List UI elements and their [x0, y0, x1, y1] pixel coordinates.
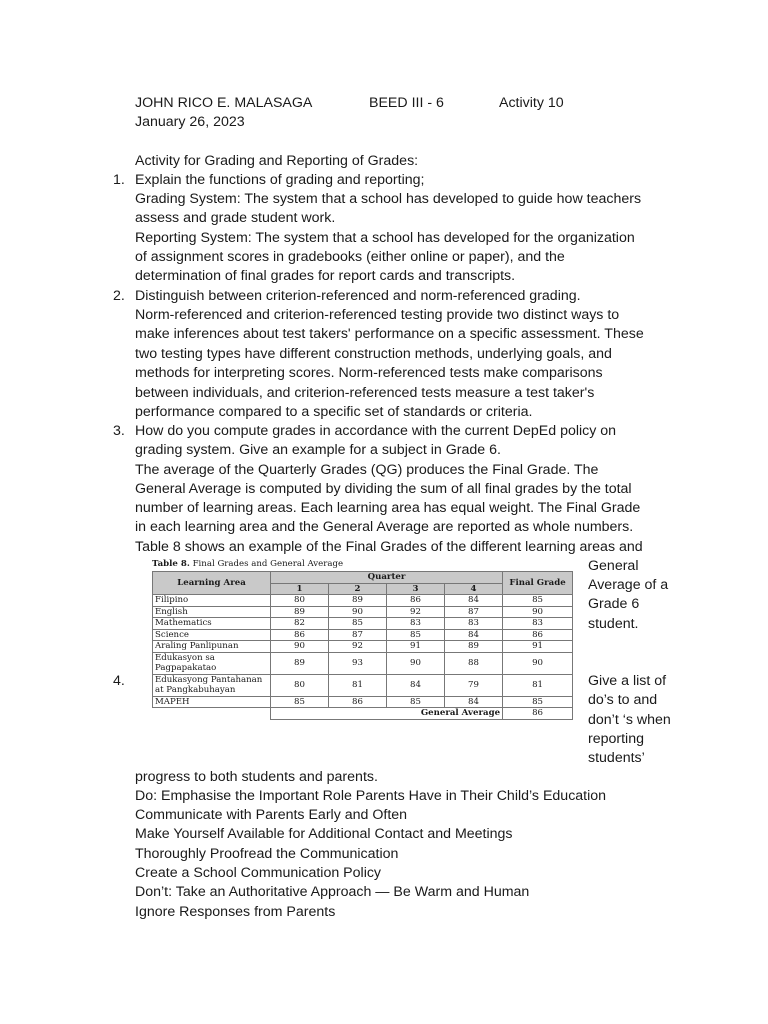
q3-answer-line: in each learning area and the General Average are reported as whole numbers.: [135, 519, 634, 535]
student-name: JOHN RICO E. MALASAGA: [135, 95, 313, 111]
final-grade-cell: 83: [503, 618, 573, 630]
learning-area-cell: Mathematics: [153, 618, 271, 630]
learning-area-cell: Edukasyong Pantahanan at Pangkabuhayan: [153, 674, 271, 696]
grade-cell: 88: [445, 652, 503, 674]
final-grade-cell: 86: [503, 629, 573, 641]
q4-answer-line: Do: Emphasise the Important Role Parents Have in Their Child’s Education: [135, 788, 607, 804]
q3-question-line: How do you compute grades in accordance with the current DepEd policy on: [135, 423, 617, 439]
learning-area-cell: Araling Panlipunan: [153, 641, 271, 653]
col-header-quarter: Quarter: [271, 572, 503, 584]
grade-cell: 85: [329, 618, 387, 630]
grade-cell: 82: [271, 618, 329, 630]
q3-answer-line: Table 8 shows an example of the Final Grades of the different learning areas and: [135, 539, 643, 555]
table-row: [153, 629, 573, 641]
grade-cell: 84: [387, 674, 445, 696]
final-grade-cell: 85: [503, 696, 573, 708]
learning-area-cell: Edukasyon sa Pagpapakatao: [153, 652, 271, 674]
q4-answer-line: Make Yourself Available for Additional Contact and Meetings: [135, 826, 513, 842]
grade-cell: 89: [271, 652, 329, 674]
q1-answer-line: of assignment scores in gradebooks (either online or paper), and the: [135, 249, 565, 265]
q3-side-line: student.: [588, 616, 639, 632]
q4-answer-line: Create a School Communication Policy: [135, 865, 382, 881]
q4-side-line: do’s to and: [588, 692, 658, 708]
q2-question: Distinguish between criterion-referenced and norm-referenced grading.: [135, 288, 581, 304]
grade-cell: 90: [271, 641, 329, 653]
q1-answer-line: determination of final grades for report cards and transcripts.: [135, 268, 516, 284]
q2-number: 2.: [113, 288, 125, 304]
table-row: [153, 606, 573, 618]
general-average-row: [153, 708, 573, 720]
q2-answer-line: Norm-referenced and criterion-referenced testing provide two distinct ways to: [135, 307, 620, 323]
q4-side-line: don’t ‘s when: [588, 712, 671, 728]
q3-side-line: Grade 6: [588, 596, 640, 612]
q4-side-line: reporting: [588, 731, 644, 747]
table-row: [153, 641, 573, 653]
q4-answer-line: Don’t: Take an Authoritative Approach — Be Warm and Human: [135, 884, 530, 900]
q2-answer-line: two testing types have different construction methods, underlying goals, and: [135, 346, 612, 362]
grade-cell: 86: [329, 696, 387, 708]
grade-cell: 85: [387, 696, 445, 708]
grade-cell: 80: [271, 595, 329, 607]
q3-side-line: General: [588, 558, 639, 574]
q4-answer-line: Thoroughly Proofread the Communication: [135, 846, 399, 862]
q4-side-line: students’: [588, 750, 645, 766]
grade-cell: 86: [387, 595, 445, 607]
q3-number: 3.: [113, 423, 125, 439]
grade-cell: 83: [387, 618, 445, 630]
grade-cell: 89: [329, 595, 387, 607]
grade-cell: 81: [329, 674, 387, 696]
grade-cell: 92: [387, 606, 445, 618]
q1-answer-line: Grading System: The system that a school has developed to guide how teachers: [135, 191, 642, 207]
col-header-final-grade: Final Grade: [503, 572, 573, 595]
q3-answer-line: number of learning areas. Each learning area has equal weight. The Final Grade: [135, 500, 641, 516]
q1-answer-line: assess and grade student work.: [135, 210, 336, 226]
q1-answer-line: Reporting System: The system that a school has developed for the organization: [135, 230, 635, 246]
q4-answer-line: Ignore Responses from Parents: [135, 904, 336, 920]
q2-answer-line: between individuals, and criterion-referenced tests measure a test taker's: [135, 385, 595, 401]
grade-cell: 89: [271, 606, 329, 618]
grade-cell: 85: [387, 629, 445, 641]
grade-cell: 83: [445, 618, 503, 630]
learning-area-cell: Filipino: [153, 595, 271, 607]
col-header-q4: 4: [445, 583, 503, 595]
grade-cell: 90: [329, 606, 387, 618]
grades-table: [152, 571, 573, 720]
q2-answer-line: performance compared to a specific set of standards or criteria.: [135, 404, 533, 420]
grade-cell: 84: [445, 595, 503, 607]
grade-cell: 93: [329, 652, 387, 674]
q1-question: Explain the functions of grading and reporting;: [135, 172, 425, 188]
grades-table-figure: [152, 558, 572, 754]
table-row: [153, 595, 573, 607]
q4-answer-line: progress to both students and parents.: [135, 769, 378, 785]
grade-cell: 89: [445, 641, 503, 653]
final-grade-cell: 85: [503, 595, 573, 607]
section-label: BEED III - 6: [369, 95, 444, 111]
learning-area-cell: English: [153, 606, 271, 618]
grade-cell: 84: [445, 629, 503, 641]
general-average-value: 86: [503, 708, 573, 720]
col-header-learning-area: Learning Area: [153, 572, 271, 595]
grade-cell: 86: [271, 629, 329, 641]
learning-area-cell: Science: [153, 629, 271, 641]
final-grade-cell: 91: [503, 641, 573, 653]
table-row: [153, 652, 573, 674]
table-caption: Table 8. Final Grades and General Average: [152, 559, 344, 569]
final-grade-cell: 81: [503, 674, 573, 696]
q2-answer-line: methods for interpreting scores. Norm-referenced tests make comparisons: [135, 365, 603, 381]
grade-cell: 84: [445, 696, 503, 708]
q3-answer-line: General Average is computed by dividing the sum of all final grades by the total: [135, 481, 632, 497]
table-row: [153, 674, 573, 696]
grade-cell: 85: [271, 696, 329, 708]
grade-cell: 87: [445, 606, 503, 618]
col-header-q2: 2: [329, 583, 387, 595]
col-header-q1: 1: [271, 583, 329, 595]
table-row: [153, 696, 573, 708]
q3-answer-line: The average of the Quarterly Grades (QG) produces the Final Grade. The: [135, 462, 599, 478]
grade-cell: 91: [387, 641, 445, 653]
q4-number: 4.: [113, 673, 125, 689]
general-average-label: General Average: [271, 708, 503, 720]
learning-area-cell: MAPEH: [153, 696, 271, 708]
activity-label: Activity 10: [499, 95, 564, 111]
activity-title: Activity for Grading and Reporting of Grades:: [135, 153, 419, 169]
final-grade-cell: 90: [503, 606, 573, 618]
grade-cell: 87: [329, 629, 387, 641]
grade-cell: 80: [271, 674, 329, 696]
grade-cell: 92: [329, 641, 387, 653]
col-header-q3: 3: [387, 583, 445, 595]
q4-side-line: Give a list of: [588, 673, 667, 689]
grade-cell: 90: [387, 652, 445, 674]
table-row: [153, 618, 573, 630]
date-label: January 26, 2023: [135, 114, 245, 130]
q3-question-line: grading system. Give an example for a subject in Grade 6.: [135, 442, 501, 458]
grade-cell: 79: [445, 674, 503, 696]
q2-answer-line: make inferences about test takers' performance on a specific assessment. These: [135, 326, 644, 342]
q4-answer-line: Communicate with Parents Early and Often: [135, 807, 408, 823]
q1-number: 1.: [113, 172, 125, 188]
final-grade-cell: 90: [503, 652, 573, 674]
q3-side-line: Average of a: [588, 577, 669, 593]
